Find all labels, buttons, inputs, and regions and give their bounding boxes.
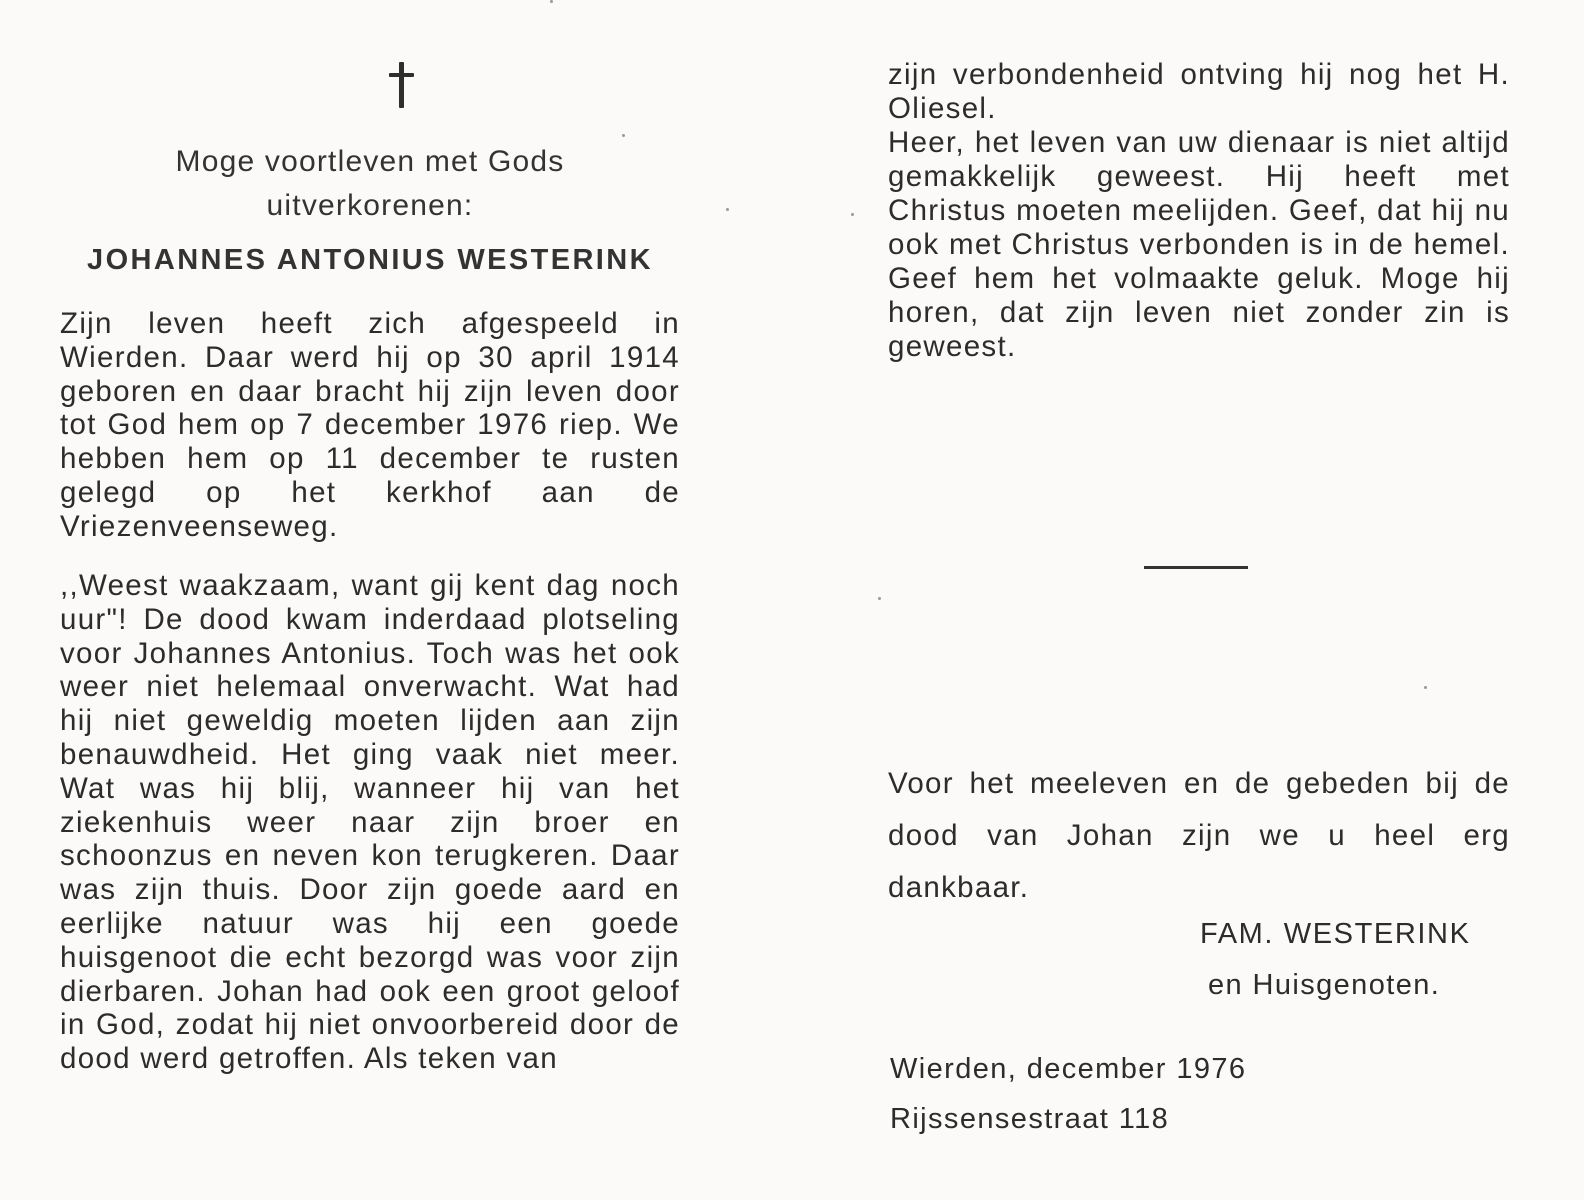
paper-speck — [726, 208, 729, 211]
signature-family: FAM. WESTERINK — [1200, 918, 1471, 950]
signature-household: en Huisgenoten. — [1208, 969, 1441, 1001]
thanks-text: Voor het meeleven en de gebeden bij de dood van Johan zijn we u heel erg dankbaar. — [888, 767, 1510, 904]
reflection-paragraph — [60, 569, 680, 1076]
address: Rijssensestraat 118 — [890, 1103, 1170, 1135]
paper-speck — [1424, 686, 1427, 689]
paper-speck — [878, 597, 881, 600]
cross-icon — [389, 62, 413, 110]
reflection-text: ,,Weest waakzaam, want gij kent dag noch uur"! De dood kwam inderdaad plotseling voor Johannes Antonius. Toch was het ook weer niet helemaal onverwacht. Wat had hij niet geweldig moeten lijden aan zijn benauwdheid. Het ging vaak niet meer. Wat was hij blij, wanneer hij van het ziekenhuis weer naar zijn broer en schoonzus en neven kon terugkeren. Daar was zijn thuis. Door zijn goede aard en eerlijke natuur was hij een goede huisgenoot die echt bezorgd was voor zijn dierbaren. Johan had ook een groot geloof in God, zodat hij niet onvoorbereid door de dood werd getroffen. Als teken van — [60, 569, 680, 1076]
paper-speck — [550, 0, 553, 3]
paper-speck — [851, 213, 854, 216]
paper-speck — [622, 134, 625, 137]
divider-line — [1144, 566, 1248, 569]
biography-paragraph — [60, 307, 680, 544]
prayer-text: Heer, het leven van uw dienaar is niet altijd gemakkelijk geweest. Hij heeft met Christus moeten meelijden. Geef, dat hij nu ook met Christus verbonden is in de hemel. Geef hem het volmaakte geluk. Moge hij horen, dat zijn leven niet zonder zin is geweest. — [888, 126, 1510, 363]
biography-text: Zijn leven heeft zich afgespeeld in Wierden. Daar werd hij op 30 april 1914 geboren en daar bracht hij zijn leven door tot God hem op 7 december 1976 riep. We hebben hem op 11 december te rusten gelegd op het kerkhof aan de Vriezenveenseweg. — [60, 307, 680, 543]
right-column-text — [888, 58, 1510, 364]
continuation-text: zijn verbondenheid ontving hij nog het H. Oliesel. — [888, 58, 1510, 125]
place-date: Wierden, december 1976 — [890, 1053, 1247, 1085]
deceased-name: JOHANNES ANTONIUS WESTERINK — [87, 244, 653, 276]
invocation-text: Moge voortleven met Gods uitverkorenen: — [175, 145, 565, 222]
